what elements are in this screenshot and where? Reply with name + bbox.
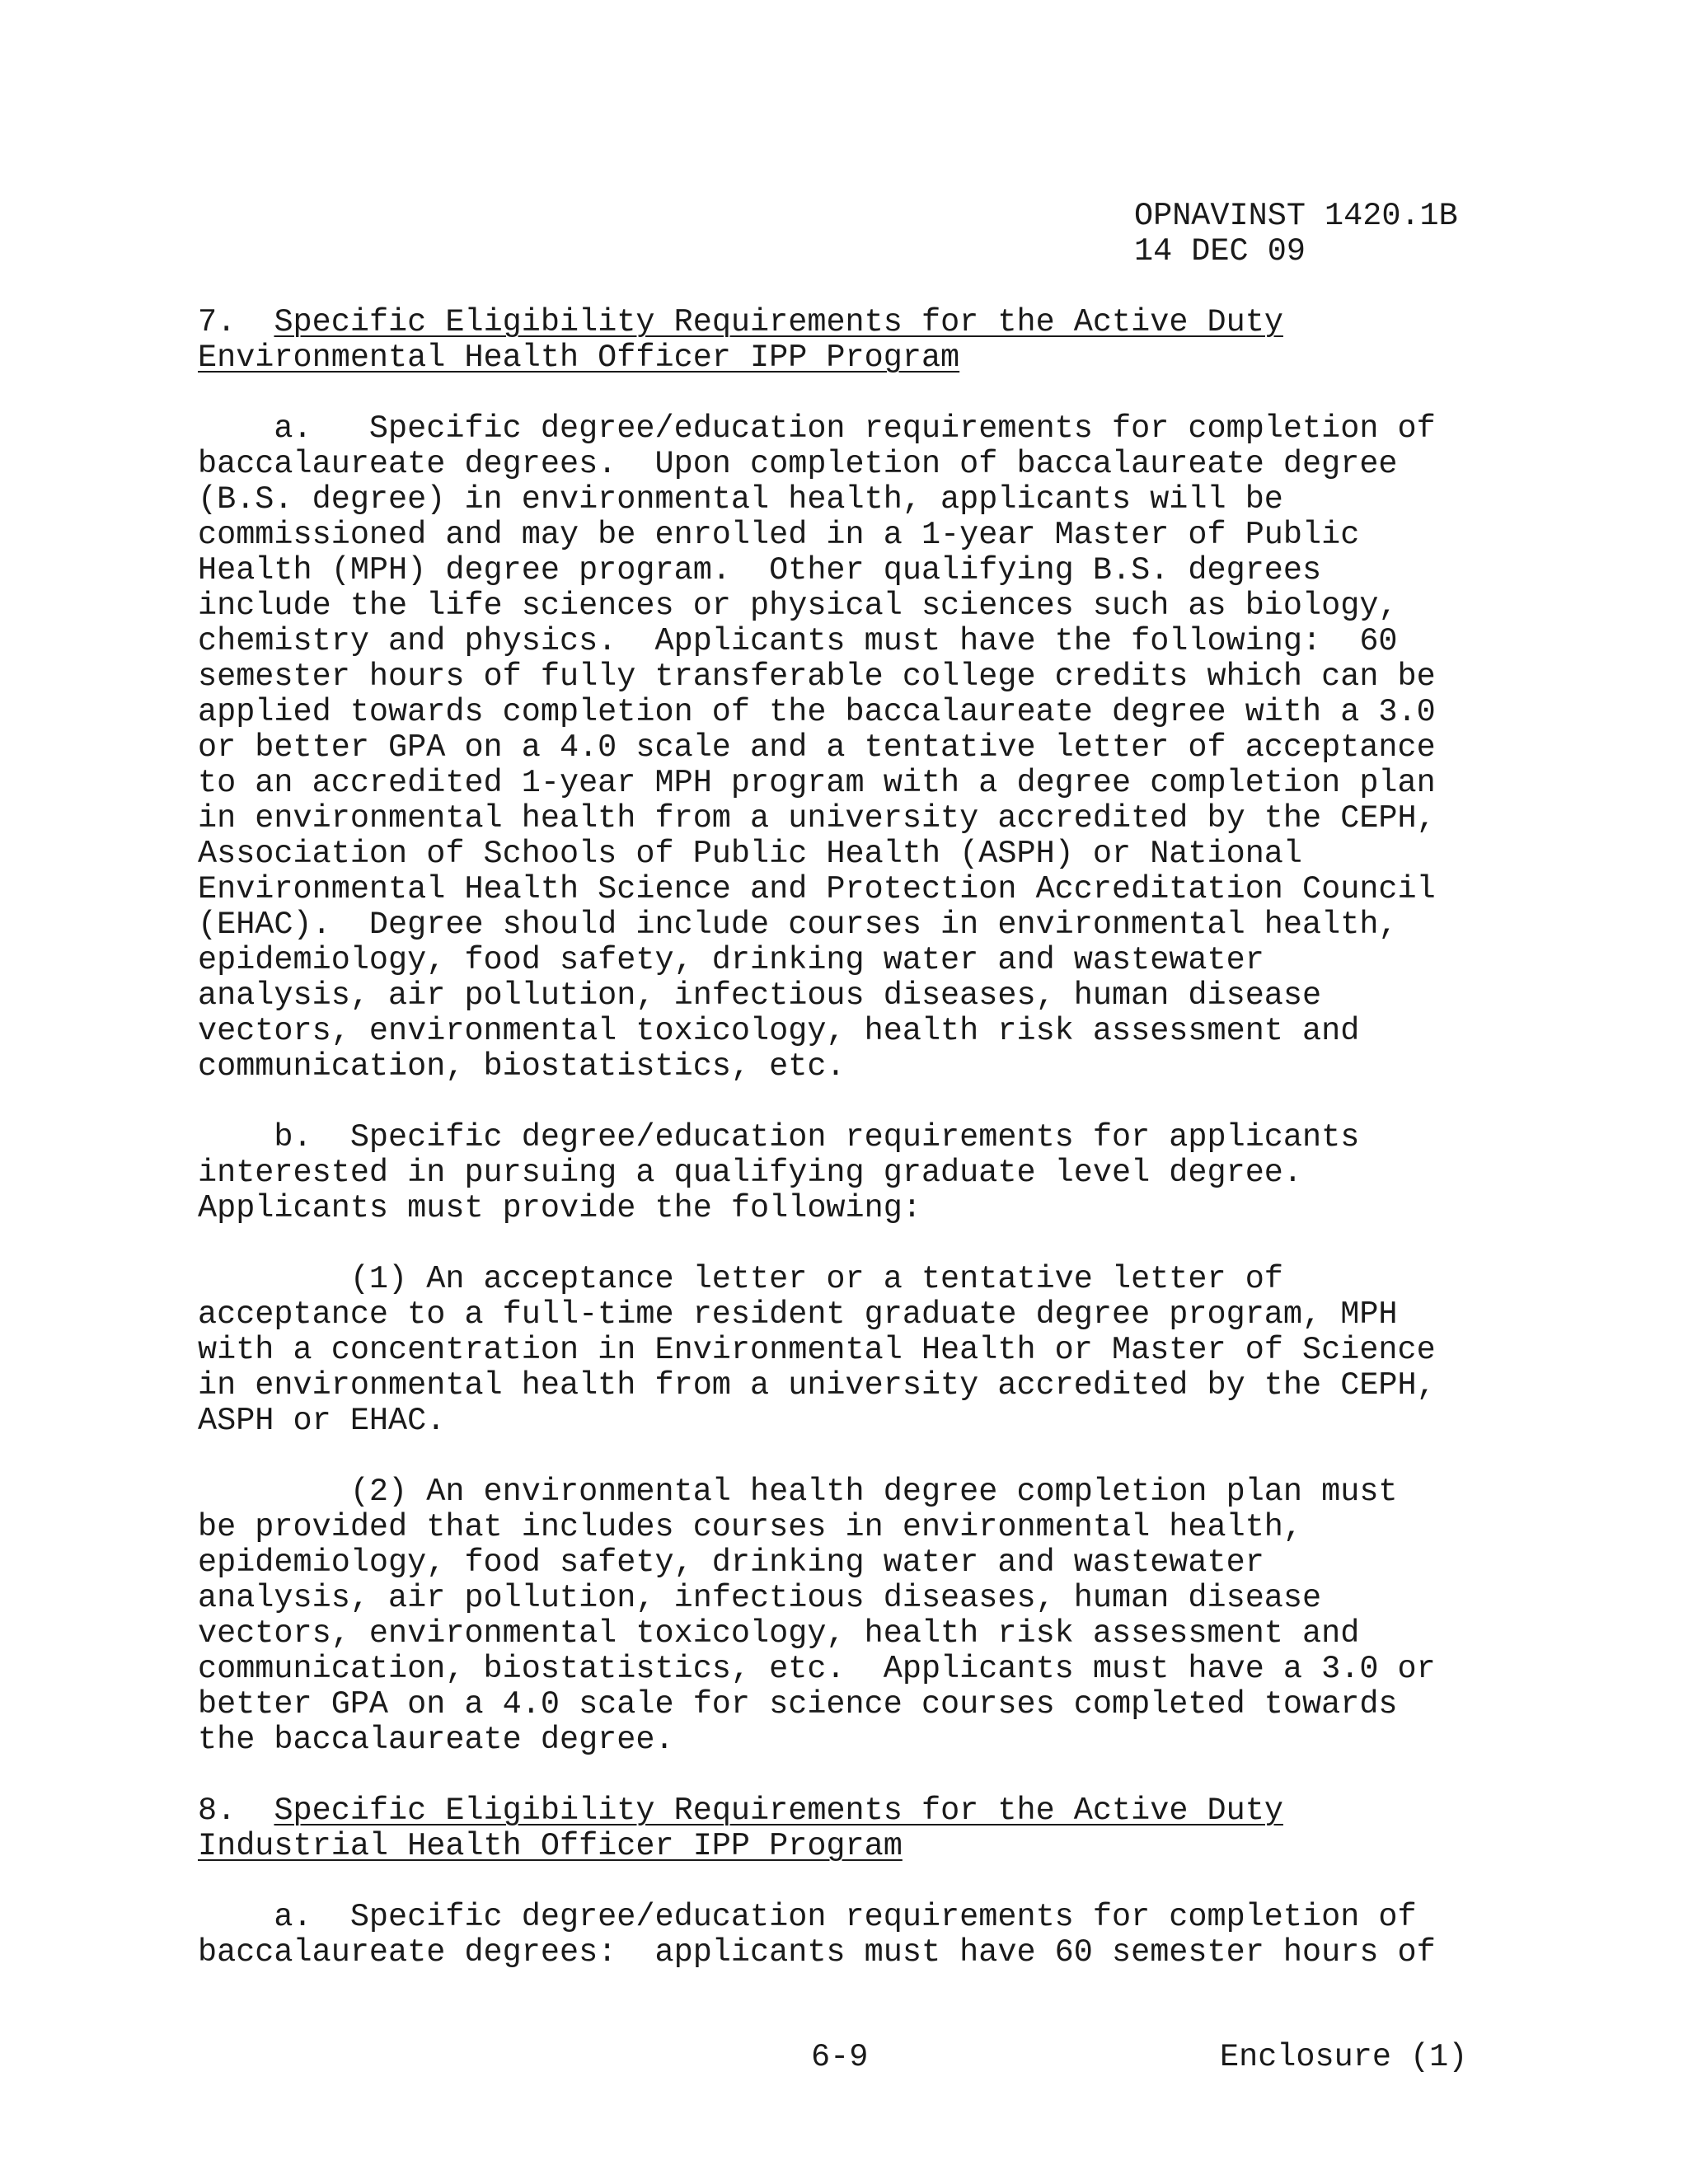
text-line: (1) An acceptance letter or a tentative letter of <box>198 1261 1283 1297</box>
text-line: (2) An environmental health degree completion plan must <box>198 1474 1398 1510</box>
text-line: b. Specific degree/education requirements for applicants <box>198 1119 1360 1155</box>
text-line: interested in pursuing a qualifying graduate level degree. <box>198 1155 1303 1191</box>
text-line: analysis, air pollution, infectious diseases, human disease <box>198 977 1322 1014</box>
text-line: applied towards completion of the baccalaureate degree with a 3.0 <box>198 694 1436 730</box>
section-7-title-line2: Environmental Health Officer IPP Program <box>198 340 960 376</box>
section-8-title-line1: Specific Eligibility Requirements for the Active Duty <box>274 1793 1283 1829</box>
text-line: (B.S. degree) in environmental health, applicants will be <box>198 481 1283 518</box>
doc-date: 14 DEC 09 <box>1134 233 1306 269</box>
text-line: in environmental health from a university accredited by the CEPH, <box>198 1367 1436 1404</box>
text-line: commissioned and may be enrolled in a 1-year Master of Public <box>198 517 1360 553</box>
text-line: vectors, environmental toxicology, health risk assessment and <box>198 1013 1360 1049</box>
section-7-number: 7. <box>198 304 237 340</box>
text-line: semester hours of fully transferable college credits which can be <box>198 658 1436 695</box>
text-line: better GPA on a 4.0 scale for science courses completed towards <box>198 1686 1398 1722</box>
enclosure-label: Enclosure (1) <box>1220 2039 1468 2075</box>
section-7-title-line1: Specific Eligibility Requirements for the Active Duty <box>274 304 1283 340</box>
doc-id: OPNAVINST 1420.1B <box>1134 198 1458 234</box>
text-line: Environmental Health Science and Protection Accreditation Council <box>198 871 1436 907</box>
text-line: communication, biostatistics, etc. <box>198 1048 846 1085</box>
text-line: vectors, environmental toxicology, health risk assessment and <box>198 1615 1360 1652</box>
text-line: or better GPA on a 4.0 scale and a tentative letter of acceptance <box>198 729 1436 766</box>
text-line: (EHAC). Degree should include courses in environmental health, <box>198 907 1398 943</box>
text-line: in environmental health from a university accredited by the CEPH, <box>198 800 1436 837</box>
text-line: a. Specific degree/education requirements for completion of <box>198 410 1436 447</box>
text-line: epidemiology, food safety, drinking water and wastewater <box>198 942 1264 978</box>
text-line: a. Specific degree/education requirements for completion of <box>198 1899 1417 1935</box>
text-line: chemistry and physics. Applicants must have the following: 60 <box>198 623 1398 659</box>
section-8-heading <box>198 1793 1283 1829</box>
text-line: be provided that includes courses in environmental health, <box>198 1509 1303 1545</box>
text-line: communication, biostatistics, etc. Applicants must have a 3.0 or <box>198 1651 1436 1687</box>
section-8-number: 8. <box>198 1793 237 1829</box>
section-7-heading <box>198 304 1283 340</box>
text-line: Applicants must provide the following: <box>198 1190 921 1226</box>
text-line: analysis, air pollution, infectious diseases, human disease <box>198 1580 1322 1616</box>
section-7-heading-cont <box>198 340 959 376</box>
text-line: acceptance to a full-time resident graduate degree program, MPH <box>198 1296 1398 1333</box>
text-line: include the life sciences or physical sciences such as biology, <box>198 588 1398 624</box>
text-line: baccalaureate degrees: applicants must have 60 semester hours of <box>198 1934 1436 1971</box>
text-line: baccalaureate degrees. Upon completion of baccalaureate degree <box>198 446 1398 482</box>
text-line: ASPH or EHAC. <box>198 1403 446 1439</box>
text-line: epidemiology, food safety, drinking water and wastewater <box>198 1544 1264 1581</box>
text-line: Association of Schools of Public Health (ASPH) or National <box>198 836 1303 872</box>
page-number: 6-9 <box>811 2039 869 2075</box>
section-8-heading-cont <box>198 1828 903 1864</box>
text-line: with a concentration in Environmental Health or Master of Science <box>198 1332 1436 1368</box>
text-line: the baccalaureate degree. <box>198 1722 674 1758</box>
section-8-title-line2: Industrial Health Officer IPP Program <box>198 1828 903 1864</box>
text-line: to an accredited 1-year MPH program with a degree completion plan <box>198 765 1436 801</box>
text-line: Health (MPH) degree program. Other qualifying B.S. degrees <box>198 552 1322 588</box>
